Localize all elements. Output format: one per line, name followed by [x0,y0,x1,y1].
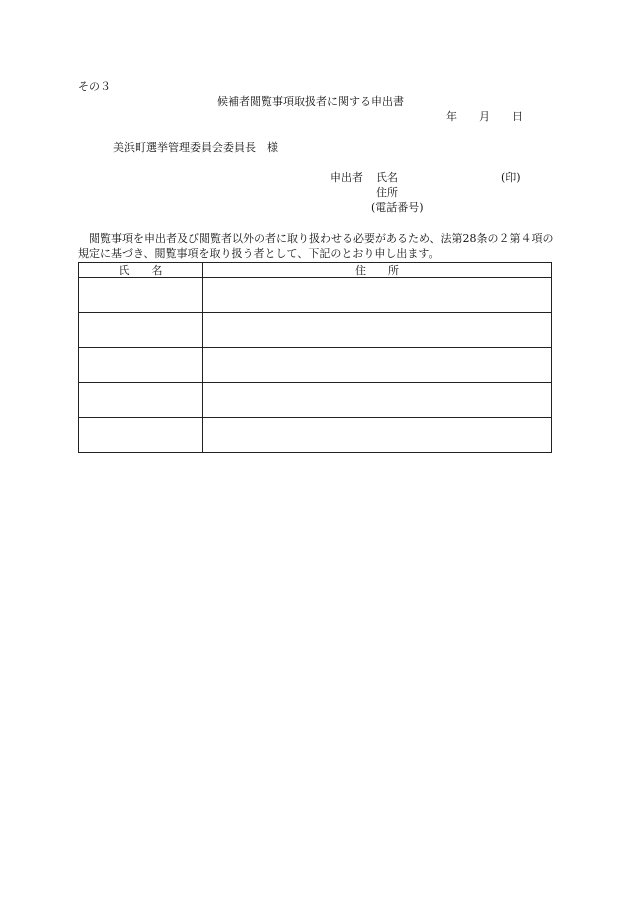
date-month: 月 [479,110,490,123]
address-cell[interactable] [203,418,552,453]
applicant-label: 申出者 [330,171,363,184]
name-cell[interactable] [79,278,203,313]
address-cell[interactable] [203,348,552,383]
table-row [79,383,552,418]
applicant-name-label: 氏名 [376,171,398,184]
addressee: 美浜町選挙管理委員会委員長 様 [113,141,278,154]
name-column-header: 氏 名 [79,263,203,278]
date-day: 日 [512,110,523,123]
date-year: 年 [446,110,457,123]
table-header-row [79,263,552,278]
document-title: 候補者閲覧事項取扱者に関する申出書 [217,95,404,108]
table-row [79,278,552,313]
address-column-header: 住 所 [203,263,552,278]
table-row [79,418,552,453]
applicant-address-label: 住所 [376,186,398,199]
address-cell[interactable] [203,313,552,348]
name-cell[interactable] [79,313,203,348]
name-cell[interactable] [79,383,203,418]
table-row [79,348,552,383]
date-line [446,111,523,122]
address-cell[interactable] [203,383,552,418]
address-cell[interactable] [203,278,552,313]
handler-table [78,262,552,453]
name-cell[interactable] [79,418,203,453]
body-paragraph: 閲覧事項を申出者及び閲覧者以外の者に取り扱わせる必要があるため、法第28条の２第４項の規定に基づき、閲覧事項を取り扱う者として、下記のとおり申し出ます。 [78,232,554,260]
seal-label: (印) [501,171,521,184]
table-row [79,313,552,348]
applicant-phone-label: (電話番号) [371,201,424,214]
name-cell[interactable] [79,348,203,383]
form-number: その３ [78,80,111,93]
